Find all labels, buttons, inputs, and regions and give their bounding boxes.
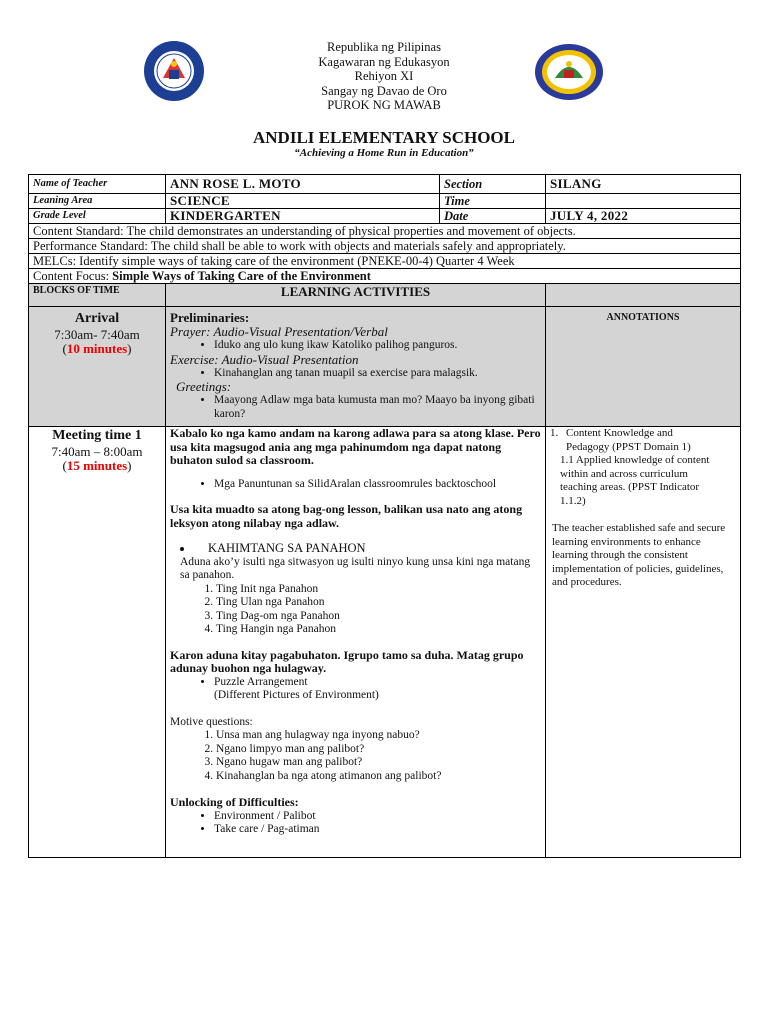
time-label: Time [440, 194, 546, 209]
arrival-duration-value: 10 minutes [66, 341, 128, 356]
arrival-duration: (10 minutes) [62, 341, 132, 356]
area-value: SCIENCE [166, 194, 440, 209]
greetings-label: Greetings: [176, 379, 232, 394]
blank-header [546, 284, 741, 307]
header-line: Rehiyon XI [354, 69, 414, 83]
group-activity: Karon aduna kitay pagabuhaton. Igrupo tamo sa duha. Matag grupo adunay buohon nga hulagway. [170, 647, 524, 675]
header-line: Sangay ng Davao de Oro [321, 83, 447, 98]
blocks-of-time-header: BLOCKS OF TIME [29, 284, 166, 307]
grade-value: KINDERGARTEN [166, 209, 440, 224]
content-focus-value: Simple Ways of Taking Care of the Environment [112, 269, 371, 283]
classroom-rules-item: • Mga Panuntunan sa SilidAralan classroomrules backtoschool [214, 478, 541, 492]
arrival-title: Arrival [74, 311, 120, 326]
annotation-item-1 [550, 427, 736, 454]
content-focus [29, 269, 741, 284]
annotation-sub: 1.1 Applied knowledge of content within and across curriculum teaching areas. (PPST Indicator 1.1.2) [560, 454, 710, 507]
meeting-duration-value: 15 minutes [66, 458, 128, 473]
puzzle-item [214, 676, 541, 703]
weather-item: 3. Ting Dag-om nga Panahon [216, 610, 541, 624]
teacher-label: Name of Teacher [29, 175, 166, 194]
difficulty-item: • Environment / Palibot [214, 810, 541, 824]
greetings-item: • Maayong Adlaw mga bata kumusta man mo? Maayo ba inyong gibati karon? [214, 394, 541, 421]
meeting-time: 7:40am – 8:00am [51, 444, 143, 459]
annotation-title: Content Knowledge and Pedagogy (PPST Domain 1) [566, 427, 691, 453]
school-name: ANDILI ELEMENTARY SCHOOL [253, 128, 515, 147]
motive-question: 2. Ngano limpyo man ang palibot? [216, 743, 541, 757]
preliminaries-label: Preliminaries: [170, 310, 250, 325]
motive-question: 1. Unsa man ang hulagway nga inyong nabuo? [216, 729, 541, 743]
date-label: Date [440, 209, 546, 224]
arrival-activities [166, 307, 546, 427]
section-label: Section [440, 175, 546, 194]
exercise-label: Exercise: Audio-Visual Presentation [170, 351, 359, 367]
weather-item: 2. Ting Ulan nga Panahon [216, 596, 541, 610]
performance-standard: Performance Standard: The child shall be able to work with objects and materials safely and appropriately. [29, 239, 741, 254]
arrival-time: 7:30am- 7:40am [54, 327, 140, 342]
weather-item: 1. Ting Init nga Panahon [216, 583, 541, 597]
unlocking-label: Unlocking of Difficulties: [170, 795, 299, 809]
annotation-number: 1. [550, 427, 559, 439]
government-header [0, 40, 768, 113]
motive-label: Motive questions: [170, 715, 253, 728]
grade-label: Grade Level [29, 209, 166, 224]
section-value: SILANG [546, 175, 741, 194]
content-standard: Content Standard: The child demonstrates an understanding of physical properties and movement of objects. [29, 224, 741, 239]
arrival-block [29, 307, 166, 427]
meeting-annotations [546, 427, 741, 858]
time-value [546, 194, 741, 209]
school-motto: “Achieving a Home Run in Education” [294, 147, 474, 159]
annotations-header: ANNOTATIONS [546, 307, 741, 427]
motive-question: 3. Ngano hugaw man ang palibot? [216, 756, 541, 770]
header-line: Kagawaran ng Edukasyon [318, 54, 450, 69]
prayer-label: Prayer: Audio-Visual Presentation/Verbal [170, 324, 388, 339]
exercise-item: • Kinahanglan ang tanan muapil sa exercise para malagsik. [214, 367, 541, 381]
meeting-title: Meeting time 1 [52, 428, 142, 443]
difficulty-item: • Take care / Pag-atiman [214, 823, 541, 837]
header-line: Republika ng Pilipinas [327, 40, 441, 54]
puzzle-sub: (Different Pictures of Environment) [214, 689, 379, 701]
learning-activities-header: LEARNING ACTIVITIES [166, 284, 546, 307]
melcs: MELCs: Identify simple ways of taking care of the environment (PNEKE-00-4) Quarter 4 Week [29, 254, 741, 269]
prayer-item: • Iduko ang ulo kung ikaw Katoliko palihog panguros. [214, 339, 541, 353]
content-focus-prefix: Content Focus: [33, 269, 113, 283]
meeting-activities [166, 427, 546, 858]
area-label: Leaning Area [29, 194, 166, 209]
teacher-value: ANN ROSE L. MOTO [166, 175, 440, 194]
kahimtang-description: Aduna ako’y isulti nga sitwasyon ug isulti ninyo kung unsa kini nga matang sa panahon. [180, 555, 531, 581]
weather-item: 4. Ting Hangin nga Panahon [216, 623, 541, 637]
meeting-block [29, 427, 166, 858]
header-line: PUROK NG MAWAB [327, 98, 441, 112]
motive-question: 4. Kinahanglan ba nga atong atimanon ang palibot? [216, 770, 541, 784]
meeting-intro: Kabalo ko nga kamo andam na karong adlawa para sa atong klase. Pero usa kita magsugod ania ang mga pahinumdom nga dapat natong buhaton sulod sa classroom. [170, 426, 541, 467]
annotation-note: The teacher established safe and secure learning environments to enhance learning through the consistent implementation of policies, guidelines, and procedures. [552, 522, 726, 588]
date-value: JULY 4, 2022 [546, 209, 741, 224]
lesson-plan-table [28, 174, 741, 858]
meeting-duration: (15 minutes) [62, 458, 132, 473]
kahimtang-heading: • KAHIMTANG SA PANAHON [194, 542, 541, 556]
puzzle-label: Puzzle Arrangement [214, 675, 308, 688]
lesson-recall: Usa kita muadto sa atong bag-ong lesson, balikan usa nato ang atong leksyon atong nilabay nga adlaw. [170, 502, 523, 530]
